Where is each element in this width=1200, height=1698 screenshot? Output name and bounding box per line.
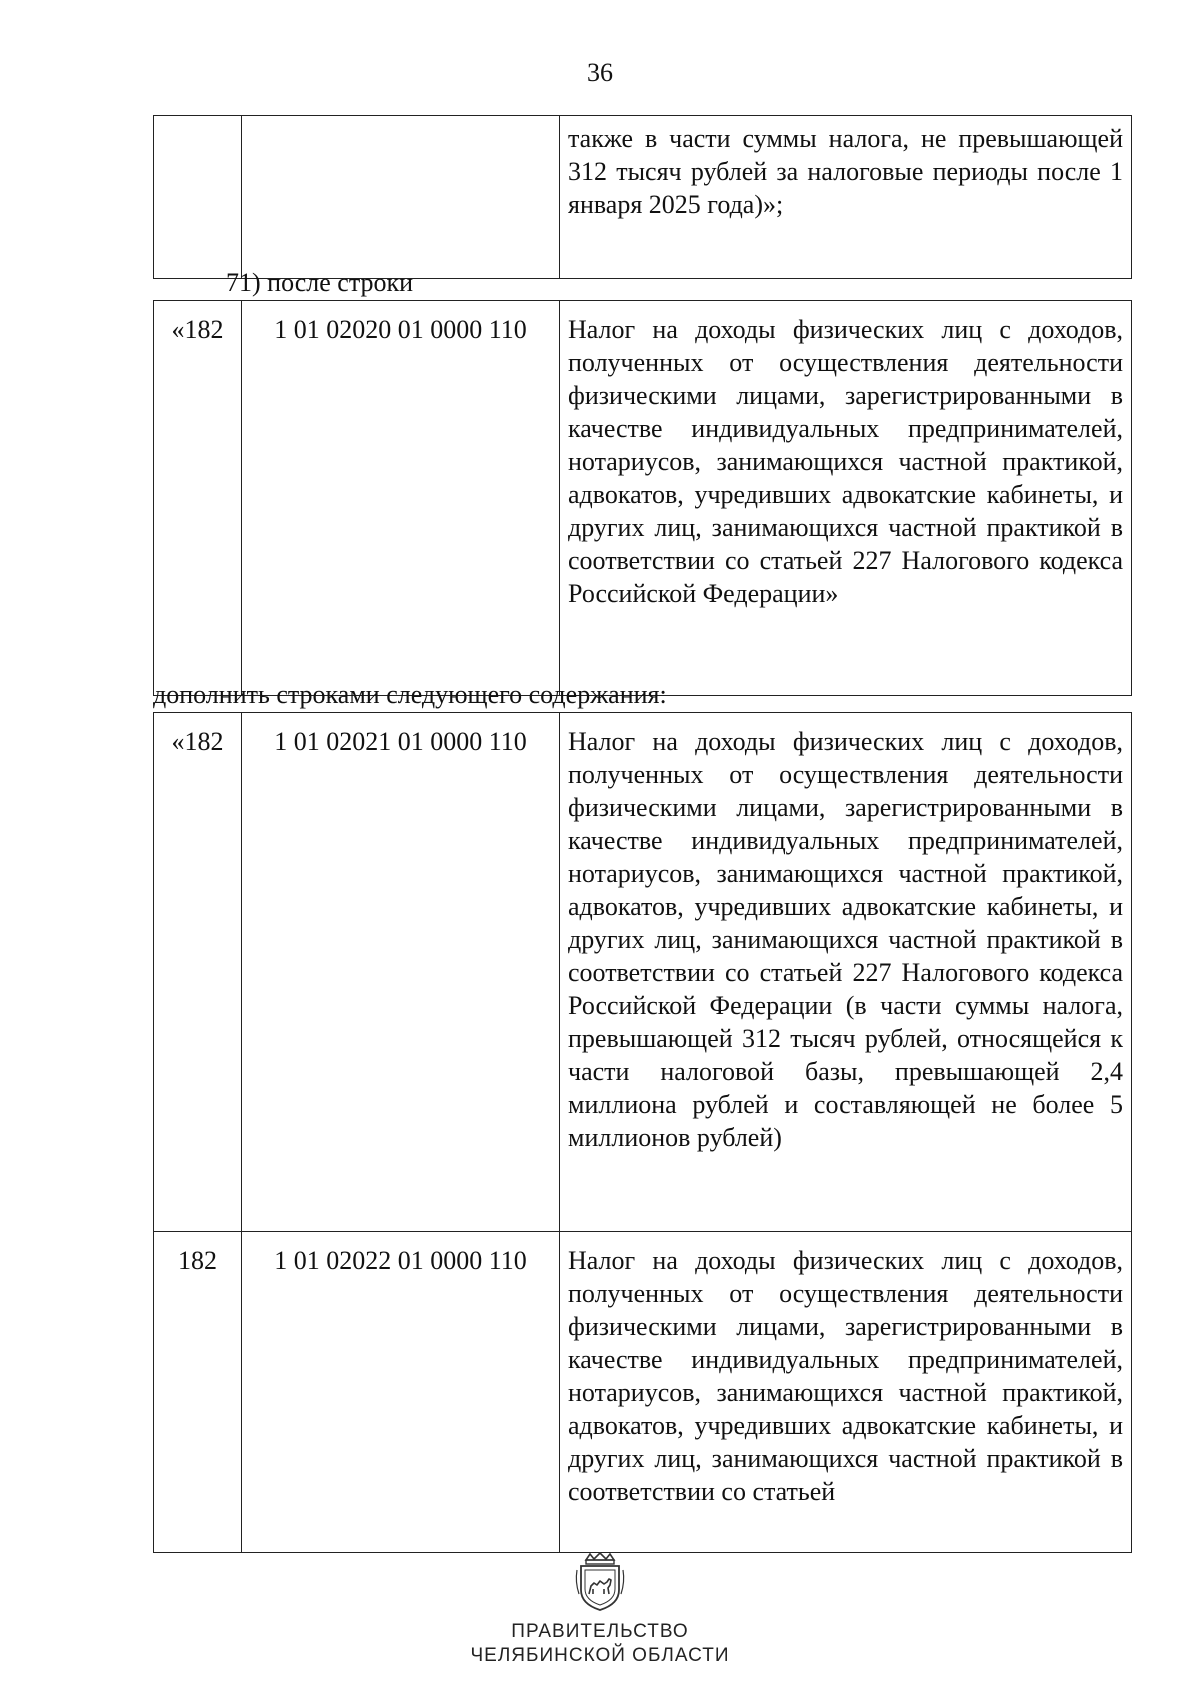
org-name-line2: ЧЕЛЯБИНСКОЙ ОБЛАСТИ <box>470 1645 730 1666</box>
footer-seal <box>0 1552 1200 1668</box>
table-cell-description: Налог на доходы физических лиц с доходов, полученных от осуществления деятельности физическими лицами, зарегистрированными в качестве индивидуальных предпринимателей, нотариусов, занимающихся частной практикой, адвокатов, учредивших адвокатские кабинеты, и других лиц, занимающихся частной практикой в соответствии со статьей 227 Налогового кодекса Российской Федерации (в части суммы налога, превышающей 312 тысяч рублей, относящейся к части налоговой базы, превышающей 2,4 миллиона рублей и составляющей не более 5 миллионов рублей) <box>560 713 1132 1232</box>
reference-row-table <box>153 300 1132 696</box>
table-row <box>154 116 1132 279</box>
table-cell-description: Налог на доходы физических лиц с доходов, полученных от осуществления деятельности физическими лицами, зарегистрированными в качестве индивидуальных предпринимателей, нотариусов, занимающихся частной практикой, адвокатов, учредивших адвокатские кабинеты, и других лиц, занимающихся частной практикой в соответствии со статьей <box>560 1232 1132 1553</box>
page-number: 36 <box>587 58 613 87</box>
table-row <box>154 301 1132 696</box>
table-cell-description: Налог на доходы физических лиц с доходов, полученных от осуществления деятельности физическими лицами, зарегистрированными в качестве индивидуальных предпринимателей, нотариусов, занимающихся частной практикой, адвокатов, учредивших адвокатские кабинеты, и других лиц, занимающихся частной практикой в соответствии со статьей 227 Налогового кодекса Российской Федерации» <box>560 301 1132 696</box>
table-cell-number: «182 <box>154 713 242 1232</box>
table-cell-code: 1 01 02020 01 0000 110 <box>242 301 560 696</box>
instruction-after-row: 71) после строки <box>226 268 414 297</box>
org-name-line1: ПРАВИТЕЛЬСТВО <box>511 1621 689 1642</box>
continuation-table <box>153 115 1132 279</box>
table-cell-code: 1 01 02021 01 0000 110 <box>242 713 560 1232</box>
table-cell-description: также в части суммы налога, не превышающей 312 тысяч рублей за налоговые периоды после 1 января 2025 года)»; <box>560 116 1132 279</box>
instruction-add-rows: дополнить строками следующего содержания: <box>153 680 667 709</box>
table-cell-number: «182 <box>154 301 242 696</box>
table-row <box>154 713 1132 1232</box>
table-cell-code: 1 01 02022 01 0000 110 <box>242 1232 560 1553</box>
coat-of-arms-icon <box>573 1552 627 1612</box>
table-row <box>154 1232 1132 1553</box>
table-cell-code <box>242 116 560 279</box>
table-cell-number: 182 <box>154 1232 242 1553</box>
new-rows-table <box>153 712 1132 1553</box>
table-cell-number <box>154 116 242 279</box>
